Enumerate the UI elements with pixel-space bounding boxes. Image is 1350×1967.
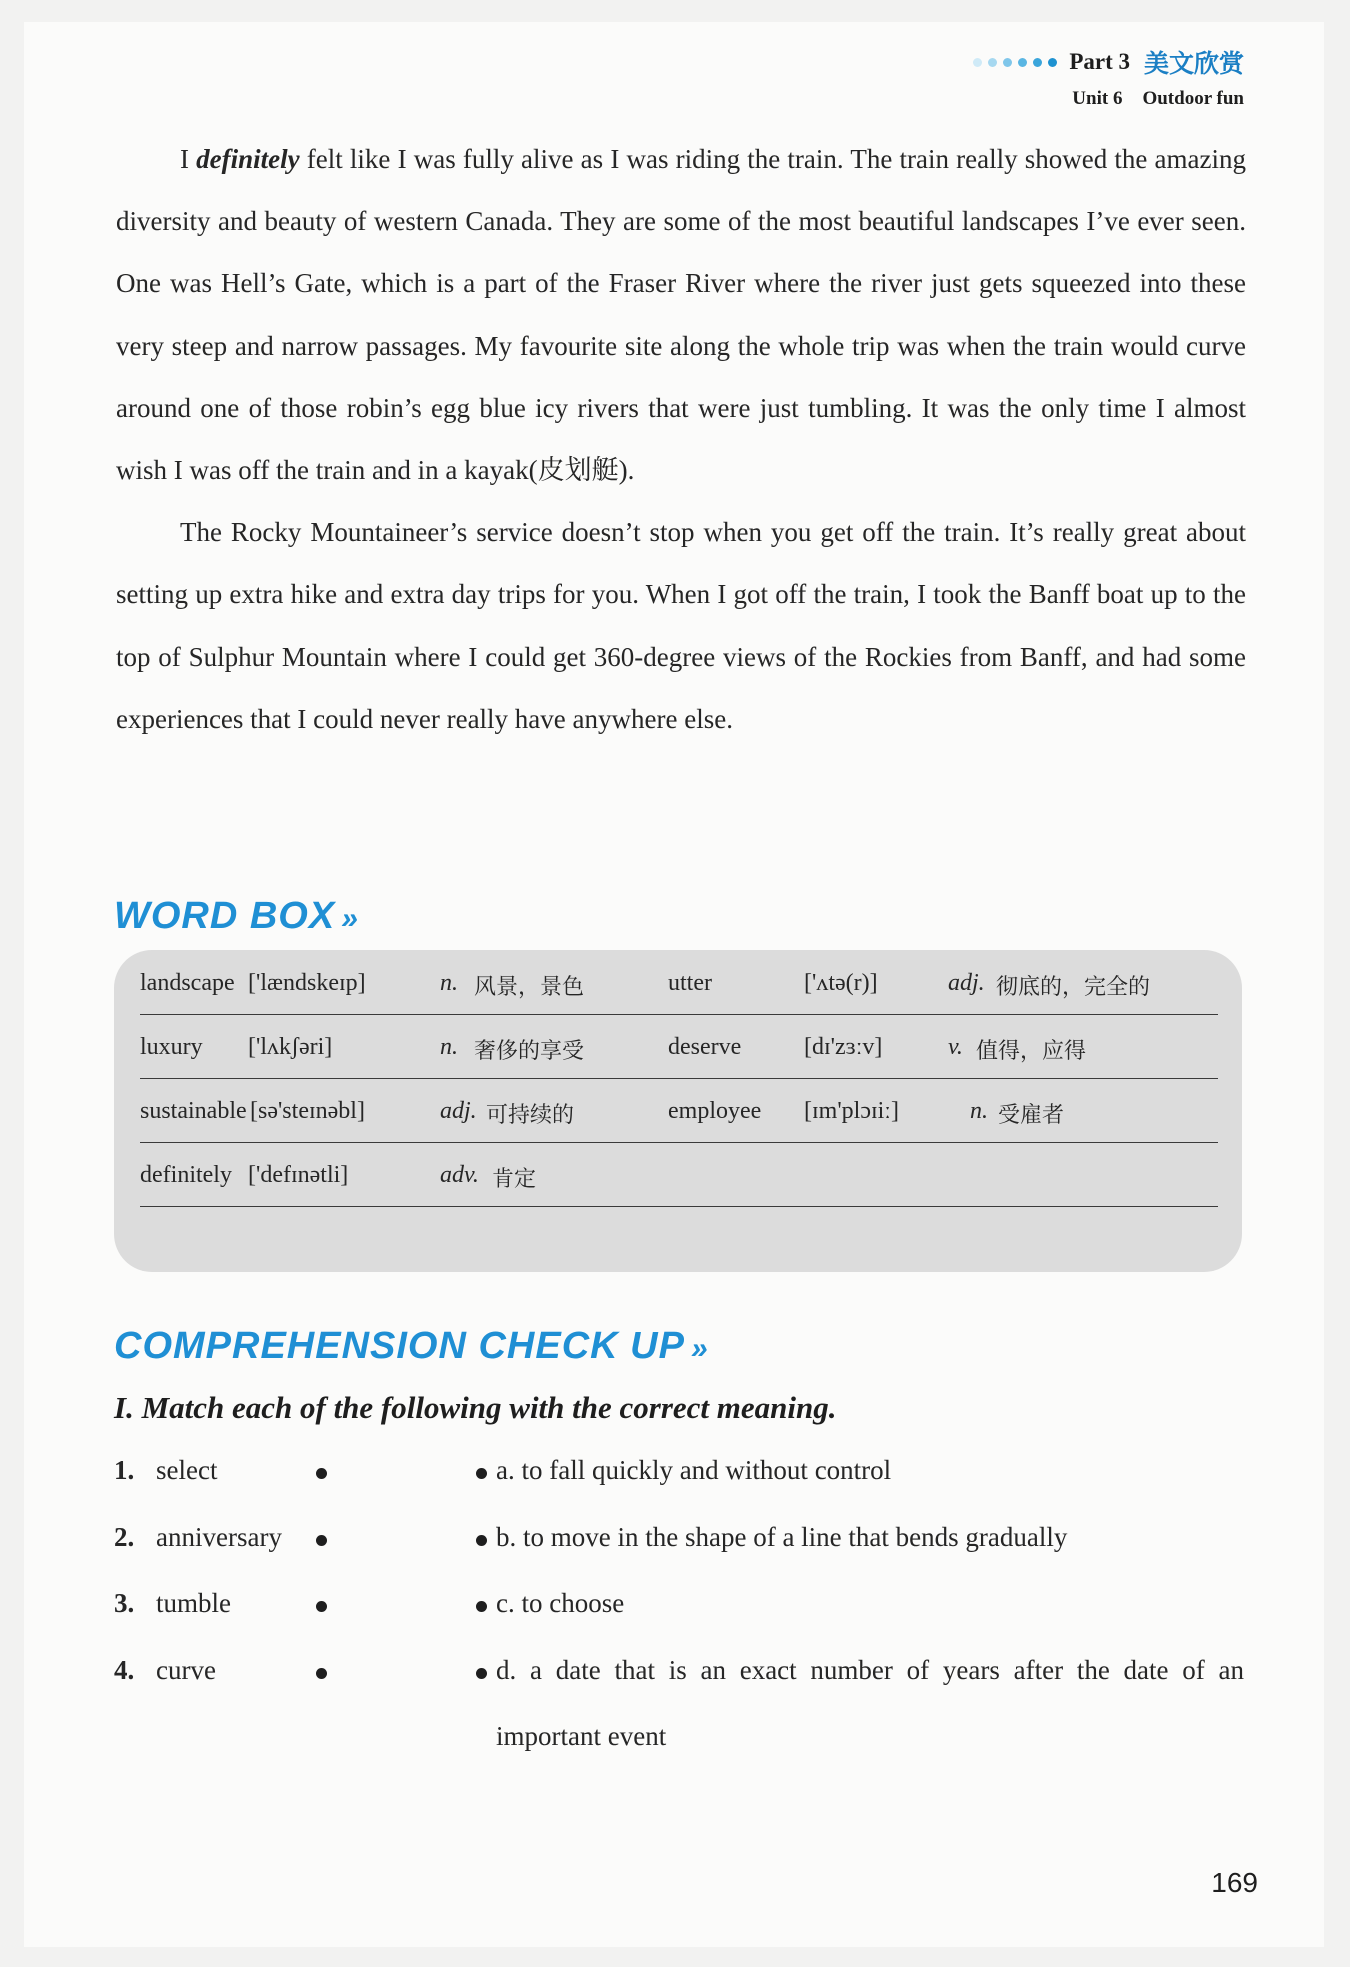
vocab-phonetic: [dɪ'zɜːv] bbox=[804, 1034, 883, 1060]
vocab-meaning: 可持续的 bbox=[486, 1103, 575, 1128]
unit-label: Unit 6 bbox=[1072, 88, 1123, 109]
passage-paragraph-2: The Rocky Mountaineer’s service doesn’t stop when you get off the train. It’s really great about setting up extra hike and extra day trips for you. When I got off the train, I took the Banff boat up to the top of Sulphur Mountain where I could get 360-degree views of the Rockies from Banff, and had some experiences that I could never really have anywhere else. bbox=[116, 517, 1246, 734]
chevron-right-icon: » bbox=[690, 1332, 709, 1365]
item-word: tumble bbox=[156, 1588, 231, 1618]
vocab-phonetic: ['ʌtə(r)] bbox=[804, 970, 878, 996]
vocab-word: employee bbox=[668, 1098, 762, 1124]
item-number: 3. bbox=[114, 1588, 135, 1618]
vocab-meaning: 奢侈的享受 bbox=[474, 1039, 585, 1064]
vocab-phonetic: [sə'steɪnəbl] bbox=[250, 1098, 365, 1124]
word-box-row bbox=[140, 950, 1218, 1015]
vocab-word: utter bbox=[668, 970, 712, 996]
vocab-word: sustainable bbox=[140, 1098, 247, 1124]
definition-text: to move in the shape of a line that bends gradually bbox=[523, 1522, 1068, 1552]
definition-letter: c. bbox=[496, 1588, 515, 1618]
vocab-meaning: 受雇者 bbox=[998, 1103, 1065, 1128]
match-point-right[interactable] bbox=[476, 1535, 487, 1546]
vocab-part-of-speech: adj. bbox=[440, 1098, 477, 1124]
item-definition bbox=[496, 1637, 1244, 1769]
definition-text: a date that is an exact number of years after the date of an important event bbox=[496, 1655, 1245, 1751]
word-box-heading bbox=[114, 895, 359, 938]
part-label: Part 3 bbox=[1069, 49, 1130, 74]
match-point-left[interactable] bbox=[316, 1601, 327, 1612]
item-number: 2. bbox=[114, 1522, 135, 1552]
definition-text: to choose bbox=[521, 1588, 625, 1618]
item-definition bbox=[496, 1588, 624, 1619]
vocab-word: luxury bbox=[140, 1034, 203, 1060]
running-header-unit bbox=[973, 88, 1244, 110]
item-word: select bbox=[156, 1455, 218, 1485]
word-box-row bbox=[140, 1014, 1218, 1079]
paragraph-1-text: felt like I was fully alive as I was riding the train. The train really showed the amazing diversity and beauty of western Canada. They are some of the most beautiful landscapes I’ve ever seen. One was Hell’s Gate, which is a part of the Fraser River where the river just gets squeezed into these very steep and narrow passages. My favourite site along the whole trip was when the train would curve around one of those robin’s egg blue icy rivers that were just tumbling. It was the only time I almost wish I was off the train and in a kayak(皮划艇). bbox=[116, 144, 1246, 486]
vocab-word: deserve bbox=[668, 1034, 742, 1060]
vocab-part-of-speech: adv. bbox=[440, 1162, 479, 1188]
vocab-part-of-speech: v. bbox=[948, 1034, 963, 1060]
vocab-word: definitely bbox=[140, 1162, 232, 1188]
definition-letter: d. bbox=[496, 1655, 517, 1685]
vocab-meaning: 风景，景色 bbox=[474, 975, 585, 1000]
dot-icon bbox=[988, 58, 997, 67]
vocab-meaning: 肯定 bbox=[492, 1167, 537, 1192]
reading-passage bbox=[116, 128, 1246, 750]
item-number: 1. bbox=[114, 1455, 135, 1485]
vocab-part-of-speech: n. bbox=[970, 1098, 988, 1124]
dot-icon bbox=[1033, 58, 1042, 67]
running-header-part bbox=[973, 44, 1244, 80]
word-box bbox=[114, 950, 1242, 1272]
dot-icon bbox=[1018, 58, 1027, 67]
exercise-instruction: I. Match each of the following with the correct meaning. bbox=[114, 1390, 837, 1425]
match-point-left[interactable] bbox=[316, 1468, 327, 1479]
item-definition bbox=[496, 1455, 891, 1486]
match-point-right[interactable] bbox=[476, 1601, 487, 1612]
item-definition bbox=[496, 1522, 1067, 1553]
paragraph-1-lead: I bbox=[180, 144, 197, 174]
comprehension-heading bbox=[114, 1325, 709, 1368]
running-header bbox=[973, 44, 1244, 110]
item-number: 4. bbox=[114, 1655, 135, 1685]
match-point-right[interactable] bbox=[476, 1468, 487, 1479]
match-point-left[interactable] bbox=[316, 1668, 327, 1679]
vocab-word: landscape bbox=[140, 970, 235, 996]
definition-letter: a. bbox=[496, 1455, 515, 1485]
definition-letter: b. bbox=[496, 1522, 517, 1552]
emphasized-word: definitely bbox=[196, 144, 300, 174]
word-box-row bbox=[140, 1078, 1218, 1143]
word-box-title: WORD BOX bbox=[114, 895, 336, 937]
part-chinese-title: 美文欣赏 bbox=[1143, 49, 1244, 78]
vocab-part-of-speech: adj. bbox=[948, 970, 985, 996]
vocab-phonetic: ['lændskeɪp] bbox=[248, 970, 366, 996]
dot-icon bbox=[1048, 58, 1057, 67]
decorative-dots-icon bbox=[973, 58, 1057, 67]
vocab-part-of-speech: n. bbox=[440, 970, 458, 996]
chevron-right-icon: » bbox=[341, 902, 359, 935]
match-point-right[interactable] bbox=[476, 1668, 487, 1679]
unit-title: Outdoor fun bbox=[1142, 88, 1244, 109]
comprehension-title: COMPREHENSION CHECK UP bbox=[114, 1325, 685, 1367]
word-box-row bbox=[140, 1142, 1218, 1207]
vocab-meaning: 值得，应得 bbox=[976, 1039, 1087, 1064]
vocab-phonetic: [ɪm'plɔɪiː] bbox=[804, 1098, 899, 1124]
vocab-phonetic: ['defɪnətli] bbox=[248, 1162, 349, 1188]
vocab-part-of-speech: n. bbox=[440, 1034, 458, 1060]
page-number: 169 bbox=[1211, 1867, 1258, 1898]
definition-text: to fall quickly and without control bbox=[521, 1455, 892, 1485]
vocab-phonetic: ['lʌkʃəri] bbox=[248, 1034, 333, 1060]
vocab-meaning: 彻底的，完全的 bbox=[996, 975, 1151, 1000]
dot-icon bbox=[973, 58, 982, 67]
dot-icon bbox=[1003, 58, 1012, 67]
passage-paragraph-1 bbox=[116, 128, 1246, 501]
item-word: anniversary bbox=[156, 1522, 282, 1552]
match-point-left[interactable] bbox=[316, 1535, 327, 1546]
item-word: curve bbox=[156, 1655, 216, 1685]
